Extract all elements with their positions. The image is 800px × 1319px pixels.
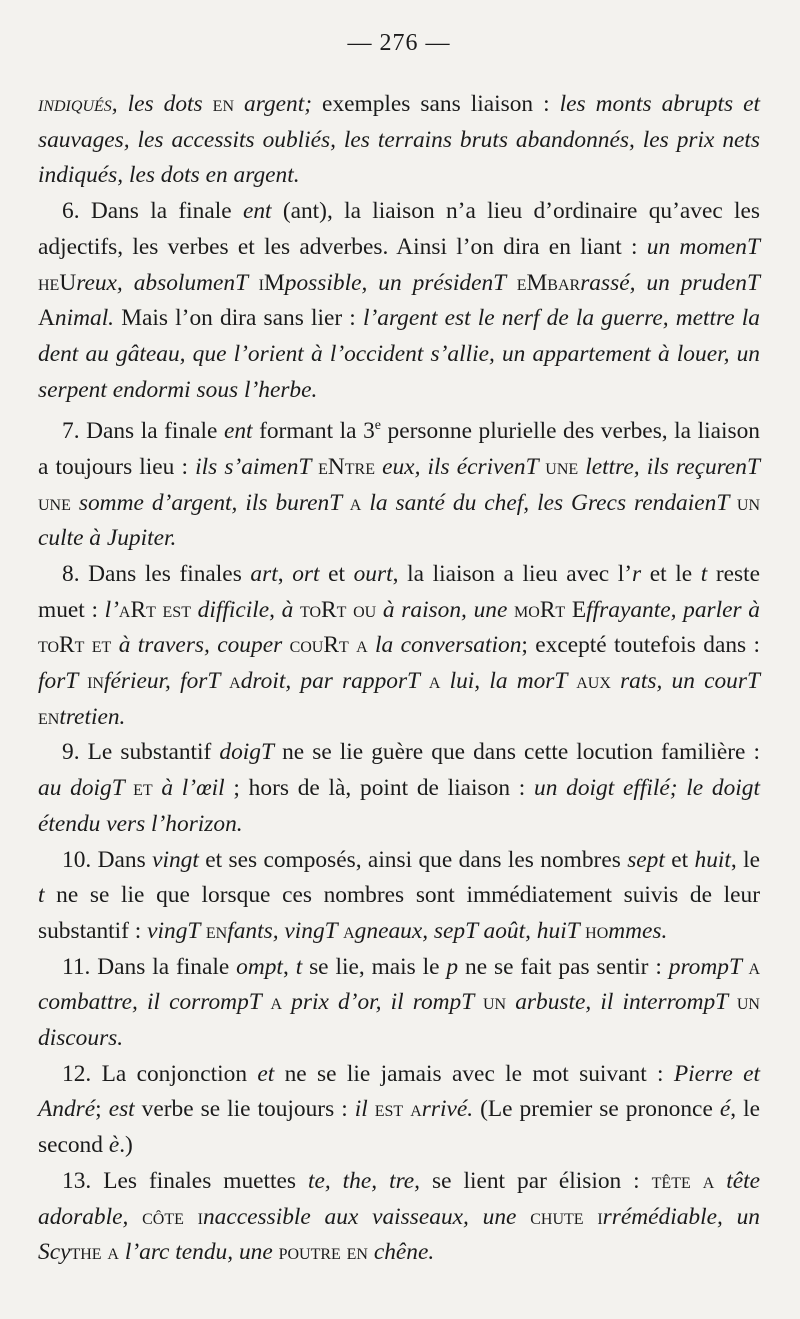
text-run: en bbox=[212, 91, 245, 117]
text-run: est bbox=[108, 1096, 135, 1123]
text-run: rassé, un prudenT bbox=[580, 269, 760, 296]
text-run: a bbox=[428, 668, 441, 695]
text-run: a bbox=[349, 489, 362, 516]
text-run: ne se lie que lorsque ces nombres sont immédiatement suivis de leur substantif : bbox=[38, 882, 760, 944]
text-run: et bbox=[257, 1060, 275, 1087]
paragraph-p-cont bbox=[38, 87, 760, 194]
text-run: aRt est bbox=[118, 596, 191, 623]
text-run: côte i bbox=[142, 1203, 203, 1230]
text-run: 7. Dans la finale bbox=[62, 418, 224, 445]
text-run: a bbox=[748, 953, 761, 980]
text-run: un bbox=[482, 989, 507, 1016]
text-run: p bbox=[446, 953, 459, 980]
text-run: ort bbox=[292, 560, 320, 587]
text-run: huit bbox=[694, 846, 731, 873]
text-run: formant la 3 bbox=[252, 418, 375, 445]
text-run: heU bbox=[38, 269, 77, 296]
text-run: moRt bbox=[514, 596, 566, 623]
text-run: se lie, mais le bbox=[302, 953, 447, 980]
text-run: l’ bbox=[104, 596, 119, 623]
text-run: .) bbox=[119, 1132, 133, 1159]
text-run: discours. bbox=[38, 1025, 124, 1052]
text-run: sept bbox=[627, 846, 665, 873]
text-run: ent bbox=[242, 198, 272, 225]
text-run: eNtre bbox=[318, 453, 375, 480]
text-run: toRt et bbox=[38, 632, 112, 659]
text-run: in bbox=[87, 668, 104, 695]
text-run: , le bbox=[730, 846, 761, 873]
text-run: une bbox=[38, 489, 71, 516]
text-run: ent bbox=[223, 418, 253, 445]
text-run: the a bbox=[70, 1239, 119, 1266]
text-run: , bbox=[282, 953, 296, 980]
text-run: tête a bbox=[651, 1167, 715, 1194]
text-run: 6. Dans la finale bbox=[62, 198, 243, 225]
text-run: é bbox=[719, 1096, 731, 1123]
text-run: difficile, à bbox=[190, 596, 301, 623]
text-run: Pierre et André bbox=[38, 1060, 760, 1123]
text-run: è bbox=[108, 1132, 120, 1159]
text-run: un momenT bbox=[646, 233, 760, 260]
text-run: ils s’aimenT bbox=[195, 453, 319, 480]
text-run: 9. Le substantif bbox=[62, 739, 220, 766]
text-run: 8. Dans les finales bbox=[62, 560, 251, 587]
text-run: fants, vingT bbox=[227, 917, 344, 944]
text-run: indiqués bbox=[38, 91, 112, 117]
text-run: une bbox=[545, 453, 579, 480]
text-run: doigT bbox=[219, 739, 274, 766]
text-run: prix d’or, il rompT bbox=[282, 989, 483, 1016]
page-body bbox=[38, 87, 760, 1271]
text-run: la conversation bbox=[367, 632, 522, 659]
paragraph-p-7 bbox=[38, 408, 760, 557]
text-run: culte à Jupiter. bbox=[38, 525, 177, 552]
text-run: art bbox=[250, 560, 278, 587]
paragraph-p-13 bbox=[38, 1164, 760, 1271]
text-run: férieur, forT bbox=[103, 668, 230, 695]
text-run: A bbox=[38, 305, 55, 332]
text-run: (Le premier se prononce bbox=[473, 1096, 720, 1123]
text-run: il bbox=[354, 1096, 375, 1123]
text-run: , le second bbox=[38, 1096, 760, 1159]
text-run: , bbox=[277, 560, 293, 587]
text-run: en bbox=[205, 917, 228, 944]
text-run: personne plurielle des verbes, la liaison a toujours lieu : bbox=[38, 418, 760, 480]
text-run: un bbox=[736, 489, 761, 516]
text-run: 11. Dans la finale bbox=[62, 953, 237, 980]
text-run: ne se fait pas sentir : bbox=[458, 953, 669, 980]
text-run: ; hors de là, point de liaison : bbox=[224, 775, 535, 802]
text-run: droit, par rapporT bbox=[240, 668, 429, 695]
text-run: se lient par élision : bbox=[420, 1167, 652, 1194]
text-run: exemples sans liaison : bbox=[312, 91, 560, 117]
text-run: rats, un courT bbox=[610, 668, 760, 695]
text-run: ompt bbox=[236, 953, 283, 980]
paragraph-p-12 bbox=[38, 1057, 760, 1164]
text-run: au doigT bbox=[38, 775, 134, 802]
text-run: r bbox=[632, 560, 642, 587]
text-run: ; bbox=[95, 1096, 109, 1123]
text-run: possible, un présidenT bbox=[284, 269, 517, 296]
text-run: , la liaison a lieu avec l’ bbox=[392, 560, 632, 587]
paragraph-p-11 bbox=[38, 950, 760, 1057]
text-run: l’argent est le nerf de la guerre, mettre la dent au gâteau, que l’orient à l’occident s’allie, un appartement à louer, un serpent endormi sous l’herbe. bbox=[38, 305, 760, 403]
paragraph-p-6 bbox=[38, 194, 760, 408]
text-run: tretien. bbox=[59, 703, 126, 730]
text-run: combattre, il corrompT bbox=[38, 989, 271, 1016]
text-run: t bbox=[700, 560, 708, 587]
text-run: e bbox=[374, 418, 381, 434]
text-run: lui, la morT bbox=[440, 668, 577, 695]
text-run: poutre en bbox=[278, 1239, 368, 1266]
text-run: toRt ou bbox=[300, 596, 377, 623]
text-run: somme d’argent, ils burenT bbox=[70, 489, 350, 516]
page-number: — 276 — bbox=[347, 30, 451, 56]
text-run: (ant), la liaison n’a lieu d’ordinaire qu’avec les adjectifs, les verbes et les adverbes. Ainsi l’on dira en liant : bbox=[38, 198, 760, 260]
text-run: ourt bbox=[353, 560, 393, 587]
text-run: et bbox=[133, 775, 153, 802]
text-run: chêne. bbox=[367, 1239, 435, 1266]
text-run: 13. Les finales muettes bbox=[62, 1167, 308, 1194]
text-run bbox=[565, 597, 572, 623]
text-run: les dots bbox=[127, 91, 213, 117]
text-run: vingt bbox=[152, 846, 199, 873]
text-run: naccessible aux vaisseaux, une bbox=[202, 1203, 531, 1230]
text-run: , bbox=[111, 91, 128, 117]
text-run: et bbox=[319, 560, 354, 587]
text-run: chute i bbox=[530, 1203, 603, 1230]
text-run: aux bbox=[576, 668, 611, 695]
text-run: ne se lie guère que dans cette locution familière : bbox=[274, 739, 760, 766]
paragraph-p-10 bbox=[38, 843, 760, 950]
text-run: mmes. bbox=[608, 917, 668, 944]
text-run: reux, absolumenT bbox=[76, 269, 259, 296]
text-run: à raison, une bbox=[376, 596, 515, 623]
text-run: les monts abrupts et sauvages, les accessits oubliés, les terrains bruts abandonnés, les prix nets indiqués, les dots en argent. bbox=[38, 91, 760, 189]
text-run: ne se lie jamais avec le mot suivant : bbox=[274, 1060, 674, 1087]
text-run: l’arc tendu, une bbox=[118, 1239, 279, 1266]
text-run: vingT bbox=[147, 917, 206, 944]
text-run: te, the, tre, bbox=[307, 1167, 421, 1194]
text-run: verbe se lie toujours : bbox=[134, 1096, 355, 1123]
text-run: en bbox=[38, 703, 60, 730]
text-run: a bbox=[229, 668, 241, 695]
text-run: nimal. bbox=[54, 305, 115, 332]
text-run: 12. La conjonction bbox=[62, 1060, 258, 1087]
text-run: un doigt effilé; le doigt étendu vers l’horizon. bbox=[38, 775, 760, 837]
text-run: lettre, ils reçurenT bbox=[578, 453, 760, 480]
paragraph-p-9 bbox=[38, 735, 760, 842]
text-run: rrémédiable, un Scy bbox=[38, 1203, 760, 1266]
text-run: reste muet : bbox=[38, 560, 760, 623]
paragraph-p-8 bbox=[38, 557, 760, 736]
text-run: argent; bbox=[244, 91, 313, 117]
text-run: ; excepté toutefois dans : bbox=[521, 632, 760, 659]
text-run: iM bbox=[258, 269, 285, 296]
text-run: ho bbox=[585, 917, 609, 944]
text-run: un bbox=[736, 989, 760, 1016]
text-run: t bbox=[295, 953, 303, 980]
text-run: ffrayante, parler à bbox=[586, 596, 760, 623]
text-run: et bbox=[664, 846, 695, 873]
text-run: arbuste, il interrompT bbox=[506, 989, 737, 1016]
text-run: rrivé. bbox=[421, 1096, 474, 1123]
text-run: et le bbox=[641, 560, 701, 587]
text-run: à l’œil bbox=[152, 775, 225, 802]
text-run: Mais l’on dira sans lier : bbox=[114, 305, 363, 332]
text-run: la santé du chef, les Grecs rendaienT bbox=[361, 489, 737, 516]
text-run: gneaux, sepT août, huiT bbox=[354, 917, 586, 944]
text-run: tête adorable, bbox=[38, 1167, 761, 1230]
text-run: eMbar bbox=[516, 269, 581, 296]
text-run: E bbox=[571, 596, 587, 623]
text-run: à travers, couper bbox=[111, 632, 290, 659]
text-run: eux, ils écrivenT bbox=[374, 453, 546, 480]
text-run: a bbox=[343, 917, 355, 944]
text-run: prompT bbox=[668, 953, 749, 980]
text-run: 10. Dans bbox=[62, 846, 153, 873]
text-run: couRt a bbox=[289, 632, 368, 659]
text-run: forT bbox=[38, 668, 88, 695]
text-run: a bbox=[270, 989, 283, 1016]
text-run: et ses composés, ainsi que dans les nombres bbox=[198, 846, 628, 873]
text-run: est a bbox=[374, 1096, 422, 1123]
text-run: t bbox=[38, 882, 45, 909]
